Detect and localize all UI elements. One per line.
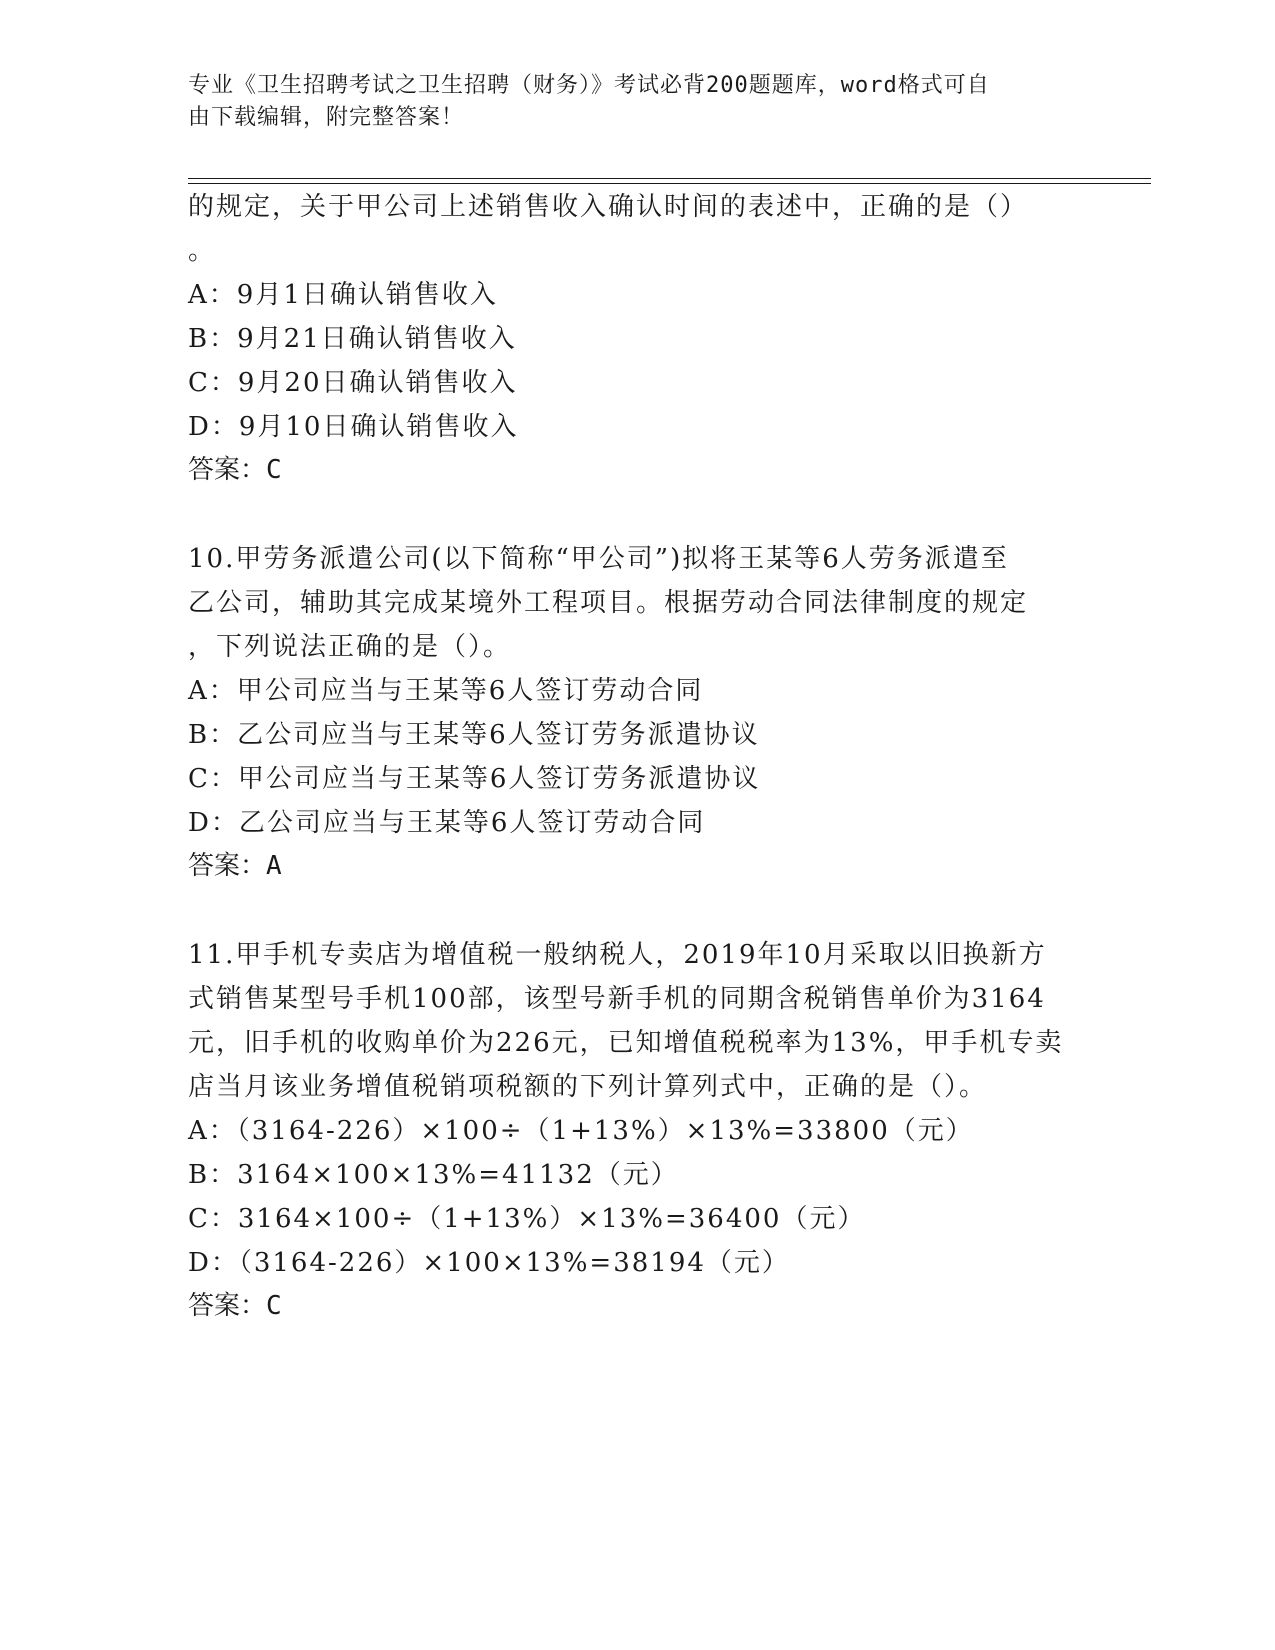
header-line-1: 专业《卫生招聘考试之卫生招聘（财务）》考试必背200题题库，word格式可自 bbox=[188, 73, 990, 98]
q11-option-b: B：3164×100×13%=41132（元） bbox=[188, 1160, 679, 1190]
q9-option-c: C：9月20日确认销售收入 bbox=[188, 368, 518, 398]
q11-stem-line-2: 式销售某型号手机100部，该型号新手机的同期含税销售单价为3164 bbox=[188, 984, 1046, 1014]
q11-stem-line-3: 元，旧手机的收购单价为226元，已知增值税税率为13%，甲手机专卖 bbox=[188, 1028, 1064, 1058]
q11-answer: 答案：C bbox=[188, 1291, 282, 1321]
header-divider-top bbox=[188, 178, 1151, 179]
document-header bbox=[188, 70, 1088, 134]
q10-option-a: A：甲公司应当与王某等6人签订劳动合同 bbox=[188, 676, 704, 706]
q11-stem-line-1: 11.甲手机专卖店为增值税一般纳税人，2019年10月采取以旧换新方 bbox=[188, 940, 1047, 970]
q10-option-c: C：甲公司应当与王某等6人签订劳务派遣协议 bbox=[188, 764, 761, 794]
header-divider-bottom bbox=[188, 183, 1151, 184]
q11-option-c: C：3164×100÷（1+13%）×13%=36400（元） bbox=[188, 1204, 866, 1234]
q10-stem-line-3: ，下列说法正确的是（）。 bbox=[188, 632, 512, 662]
q10-stem-line-1: 10.甲劳务派遣公司(以下简称“甲公司”)拟将王某等6人劳务派遣至 bbox=[188, 544, 1009, 574]
q11-stem-line-4: 店当月该业务增值税销项税额的下列计算列式中，正确的是（）。 bbox=[188, 1072, 988, 1102]
q9-answer: 答案：C bbox=[188, 455, 282, 485]
q10-option-d: D：乙公司应当与王某等6人签订劳动合同 bbox=[188, 808, 706, 838]
q9-option-b: B：9月21日确认销售收入 bbox=[188, 324, 517, 354]
q11-option-a: A：（3164-226）×100÷（1+13%）×13%=33800（元） bbox=[188, 1116, 974, 1146]
q10-stem-line-2: 乙公司，辅助其完成某境外工程项目。根据劳动合同法律制度的规定 bbox=[188, 588, 1029, 618]
header-line-2: 由下载编辑，附完整答案！ bbox=[188, 105, 465, 130]
q10-option-b: B：乙公司应当与王某等6人签订劳务派遣协议 bbox=[188, 720, 760, 750]
q9-option-d: D：9月10日确认销售收入 bbox=[188, 412, 519, 442]
q11-option-d: D：（3164-226）×100×13%=38194（元） bbox=[188, 1248, 790, 1278]
q9-stem-line-1: 的规定，关于甲公司上述销售收入确认时间的表述中，正确的是（） bbox=[188, 192, 1029, 222]
q9-option-a: A：9月1日确认销售收入 bbox=[188, 280, 498, 310]
q9-stem-line-2: 。 bbox=[188, 236, 217, 266]
q10-answer: 答案：A bbox=[188, 851, 282, 881]
